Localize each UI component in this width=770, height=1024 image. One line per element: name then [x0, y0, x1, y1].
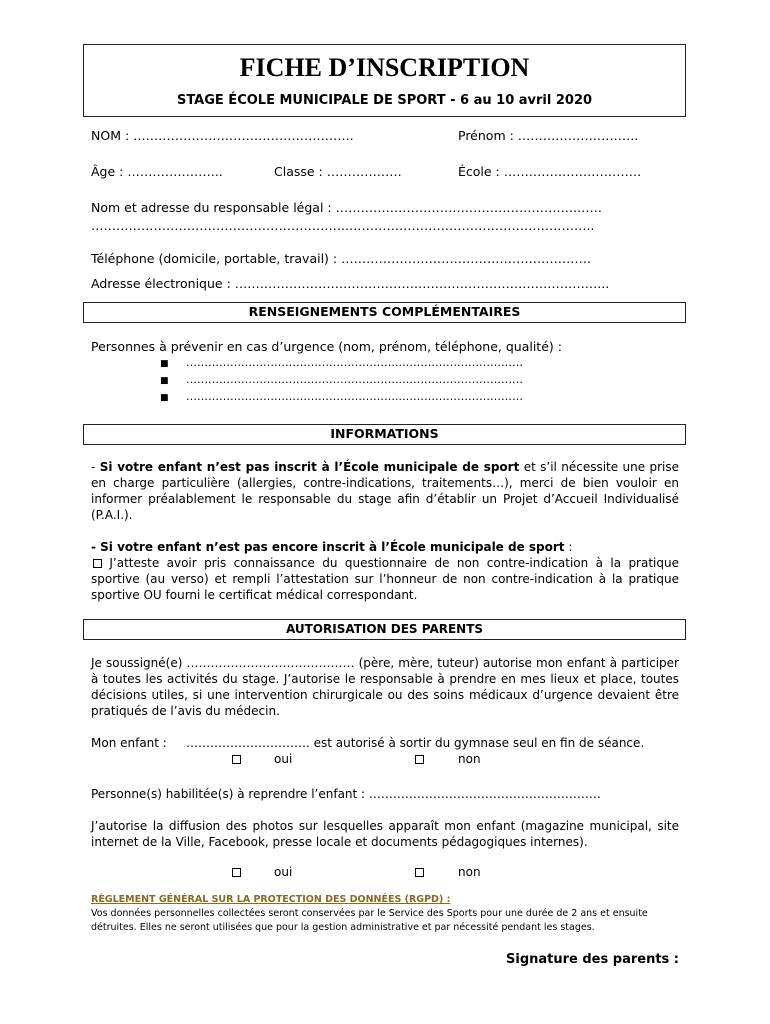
field-email[interactable]: Adresse électronique : ……………………………………………………………………………...: [91, 276, 610, 291]
rgpd-title: RÈGLEMENT GÉNÉRAL SUR LA PROTECTION DES DONNÉES (RGPD) :: [91, 894, 451, 905]
emergency-contact-2[interactable]: …………………………………………………..……………………………: [186, 373, 523, 386]
emergency-intro: Personnes à prévenir en cas d’urgence (nom, prénom, téléphone, qualité) :: [91, 339, 562, 354]
mon-enfant-field[interactable]: …………………………. est autorisé à sortir du gymnase seul en fin de séance.: [186, 736, 645, 750]
mon-enfant-label: Mon enfant :: [91, 736, 167, 750]
info-paragraph-certificate: [91, 539, 679, 603]
info-colon: :: [564, 540, 573, 554]
field-classe[interactable]: Classe : ………………: [274, 164, 402, 179]
field-prenom[interactable]: Prénom : ………………………..: [458, 128, 639, 143]
field-responsable[interactable]: Nom et adresse du responsable légal : ………………………………………………….……: [91, 200, 603, 215]
emergency-contact-3[interactable]: …………………………………………………..……………………………: [186, 390, 523, 403]
section-informations: [83, 424, 686, 445]
emergency-contact-1[interactable]: …………………………………………………..……………………………: [186, 356, 523, 369]
attestation-text: J’atteste avoir pris connaissance du questionnaire de non contre-indication à la pratique sportive (au verso) et rempli l’attestation sur l’honneur de non contre-indication à la pratique sportive OU fourni le certificat médical correspondant.: [91, 556, 679, 602]
field-telephone[interactable]: Téléphone (domicile, portable, travail) : ……………………………………………………: [91, 251, 592, 266]
photos-oui-label: oui: [274, 865, 293, 879]
section-title-renseignements: RENSEIGNEMENTS COMPLÉMENTAIRES: [248, 304, 521, 319]
sortie-non-checkbox[interactable]: [415, 755, 424, 764]
bullet-icon: ■: [160, 393, 169, 403]
header-box: [83, 44, 686, 117]
info-bold-not-yet-enrolled: - Si votre enfant n’est pas encore inscrit à l’École municipale de sport: [91, 540, 565, 554]
field-nom[interactable]: NOM : ……………………………………………..: [91, 128, 354, 143]
checkbox-icon[interactable]: [93, 559, 102, 568]
info-bold-not-enrolled: Si votre enfant n’est pas inscrit à l’École municipale de sport: [99, 460, 520, 474]
field-age[interactable]: Âge : …………………..: [91, 164, 223, 179]
bullet-icon: ■: [160, 376, 169, 386]
field-responsable-line2[interactable]: ……………………………………………………..…………………………………………………..: [91, 218, 595, 233]
section-autorisation: [83, 619, 686, 640]
section-title-informations: INFORMATIONS: [330, 426, 439, 441]
photos-oui-checkbox[interactable]: [232, 868, 241, 877]
info-paragraph-pai: [91, 459, 679, 523]
rgpd-text: Vos données personnelles collectées seront conservées par le Service des Sports pour une durée de 2 ans et ensuite détruites. Elles ne seront utilisées que pour la gestion administrative et par nécessité pendant les stages.: [91, 908, 648, 933]
section-title-autorisation: AUTORISATION DES PARENTS: [285, 622, 484, 636]
info-prefix: -: [91, 460, 100, 474]
signature-label: Signature des parents :: [506, 952, 679, 967]
page-title: FICHE D’INSCRIPTION: [239, 53, 530, 82]
bullet-icon: ■: [160, 359, 169, 369]
sortie-oui-label: oui: [274, 752, 293, 766]
photos-paragraph: J’autorise la diffusion des photos sur lesquelles apparaît mon enfant (magazine municipal, site internet de la Ville, Facebook, presse locale et documents pédagogiques internes).: [91, 819, 679, 849]
photos-non-checkbox[interactable]: [415, 868, 424, 877]
personne-habilitee-field[interactable]: Personne(s) habilitée(s) à reprendre l’enfant : ………………………………………………….: [91, 787, 601, 801]
field-ecole[interactable]: École : ……………………………: [458, 164, 642, 179]
info-pai-text: et s’il nécessite une prise en charge particulière (allergies, contre-indications, traitements…), merci de bien vouloir en informer préalablement le responsable du stage afin d’établir un Projet d’Accueil Individualisé (P.A.I.).: [91, 460, 679, 522]
autorisation-paragraph: Je soussigné(e) …………………………………… (père, mère, tuteur) autorise mon enfant à participer à toutes les activités du stage. J’autorise le responsable à prendre en mes lieux et place, toutes décisions utiles, si une intervention chirurgicale ou des soins médicaux d’urgence devaient être pratiqués de l’avis du médecin.: [91, 656, 679, 718]
section-renseignements: [83, 302, 686, 323]
sortie-non-label: non: [458, 752, 481, 766]
photos-non-label: non: [458, 865, 481, 879]
page-subtitle: STAGE ÉCOLE MUNICIPALE DE SPORT - 6 au 10 avril 2020: [176, 93, 593, 108]
sortie-oui-checkbox[interactable]: [232, 755, 241, 764]
